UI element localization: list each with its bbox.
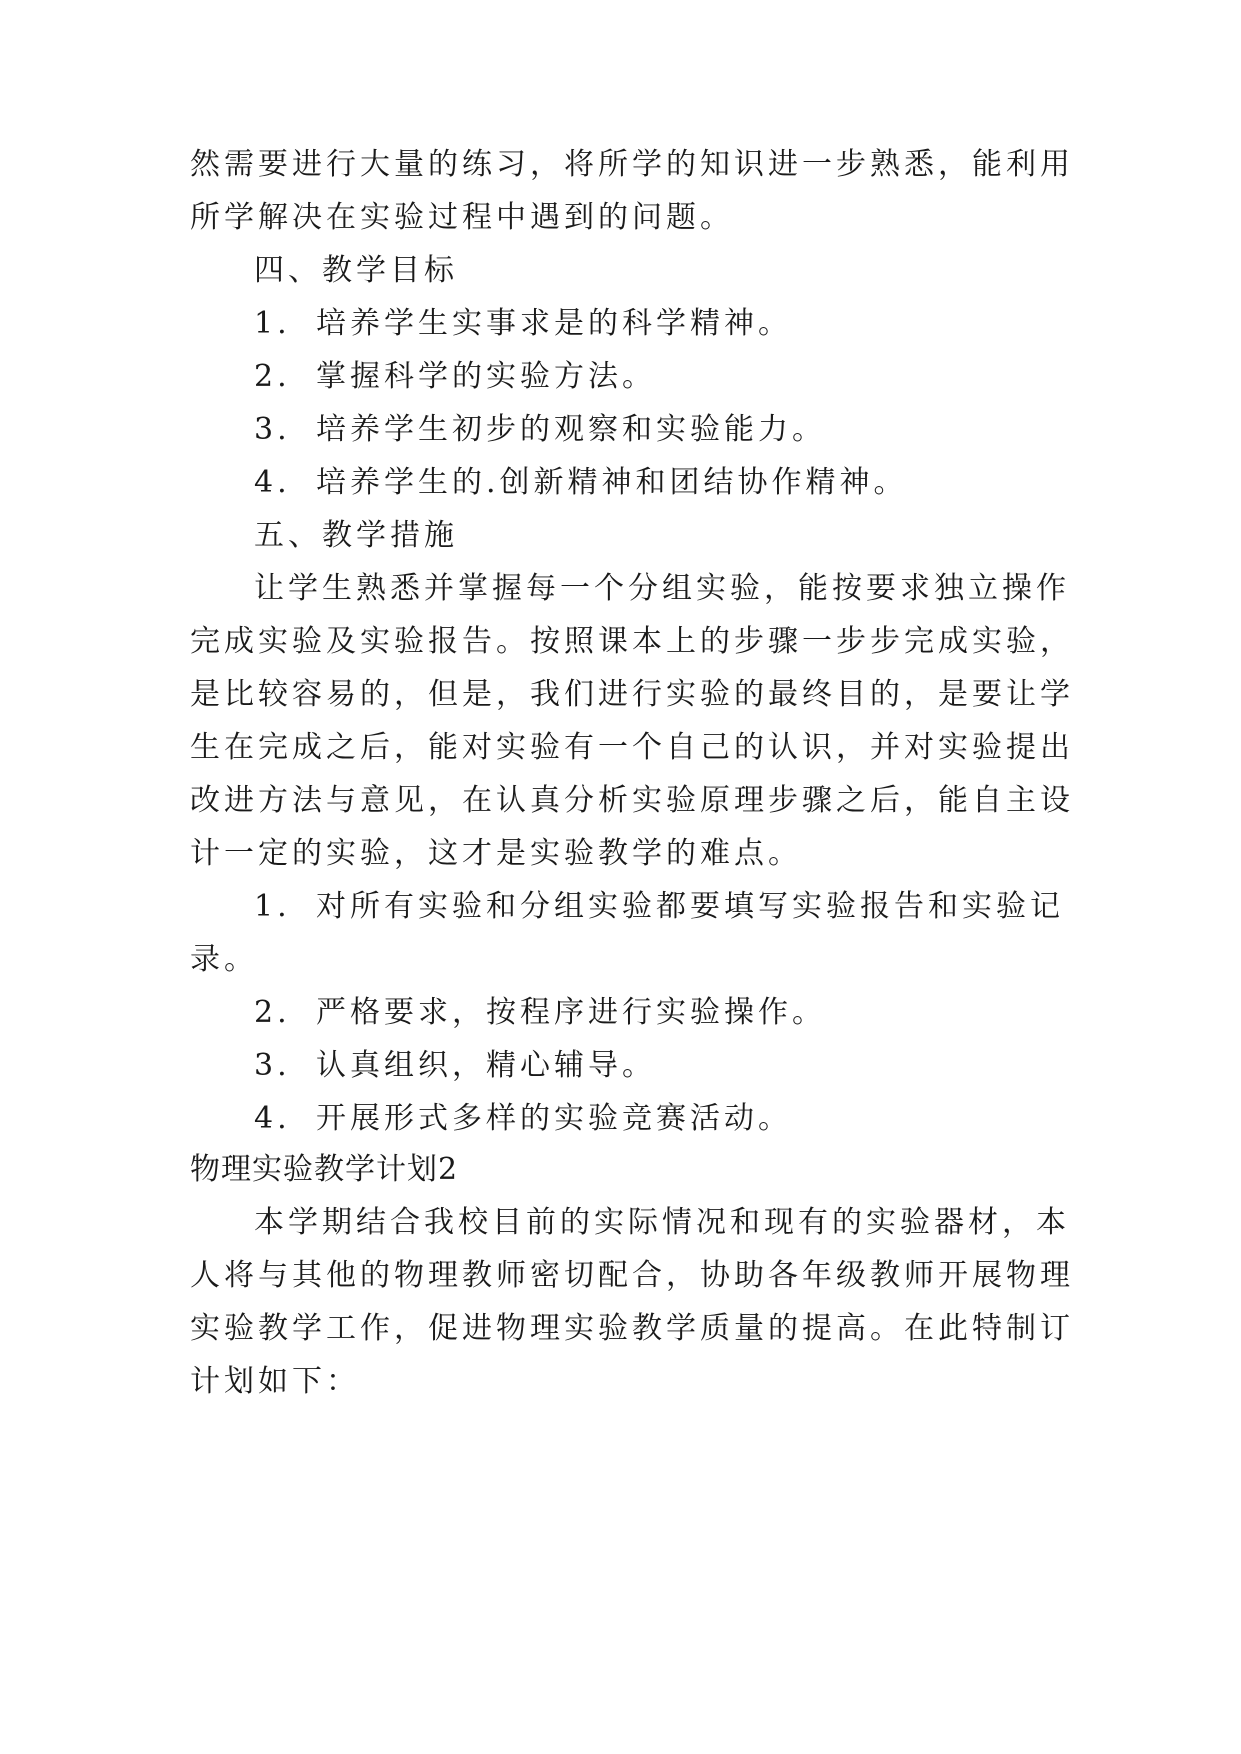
list-number: 1. xyxy=(254,306,291,341)
plan-title: 物理实验教学计划2 xyxy=(190,1152,459,1187)
list-text: 开展形式多样的实验竞赛活动。 xyxy=(316,1101,792,1136)
text-line: 然需要进行大量的练习，将所学的知识进一步熟悉，能利用 xyxy=(190,147,1074,182)
paragraph-line: 完成实验及实验报告。按照课本上的步骤一步步完成实验， xyxy=(190,624,1074,659)
list-number: 4. xyxy=(254,465,291,500)
section-heading-measures: 五、教学措施 xyxy=(254,518,458,553)
list-number: 3. xyxy=(254,1048,291,1083)
list-item xyxy=(254,1046,656,1086)
list-number: 4. xyxy=(254,1101,291,1136)
paragraph-line: 本学期结合我校目前的实际情况和现有的实验器材，本 xyxy=(254,1205,1070,1240)
list-number: 2. xyxy=(254,995,291,1030)
paragraph-line: 让学生熟悉并掌握每一个分组实验，能按要求独立操作 xyxy=(254,571,1070,606)
list-number: 3. xyxy=(254,412,291,447)
list-text: 掌握科学的实验方法。 xyxy=(316,359,656,394)
paragraph-line: 改进方法与意见，在认真分析实验原理步骤之后，能自主设 xyxy=(190,783,1074,818)
list-item xyxy=(254,887,1064,927)
list-item xyxy=(254,410,826,450)
list-text: 培养学生的.创新精神和团结协作精神。 xyxy=(316,465,908,500)
paragraph-line: 是比较容易的，但是，我们进行实验的最终目的，是要让学 xyxy=(190,677,1074,712)
paragraph-line: 计一定的实验，这才是实验教学的难点。 xyxy=(190,836,802,871)
list-item xyxy=(254,993,826,1033)
section-heading-objectives: 四、教学目标 xyxy=(254,253,458,288)
list-item xyxy=(254,463,908,503)
list-item-continuation: 录。 xyxy=(190,942,258,977)
paragraph-line: 实验教学工作，促进物理实验教学质量的提高。在此特制订 xyxy=(190,1311,1074,1346)
paragraph-line: 人将与其他的物理教师密切配合，协助各年级教师开展物理 xyxy=(190,1258,1074,1293)
list-text: 认真组织，精心辅导。 xyxy=(316,1048,656,1083)
list-text: 培养学生初步的观察和实验能力。 xyxy=(316,412,826,447)
list-text: 严格要求，按程序进行实验操作。 xyxy=(316,995,826,1030)
list-text: 对所有实验和分组实验都要填写实验报告和实验记 xyxy=(316,889,1064,924)
list-number: 2. xyxy=(254,359,291,394)
list-item xyxy=(254,1099,792,1139)
paragraph-line: 生在完成之后，能对实验有一个自己的认识，并对实验提出 xyxy=(190,730,1074,765)
list-item xyxy=(254,357,656,397)
paragraph-line: 计划如下： xyxy=(190,1364,360,1399)
text-line: 所学解决在实验过程中遇到的问题。 xyxy=(190,200,734,235)
list-item xyxy=(254,304,792,344)
list-text: 培养学生实事求是的科学精神。 xyxy=(316,306,792,341)
list-number: 1. xyxy=(254,889,291,924)
